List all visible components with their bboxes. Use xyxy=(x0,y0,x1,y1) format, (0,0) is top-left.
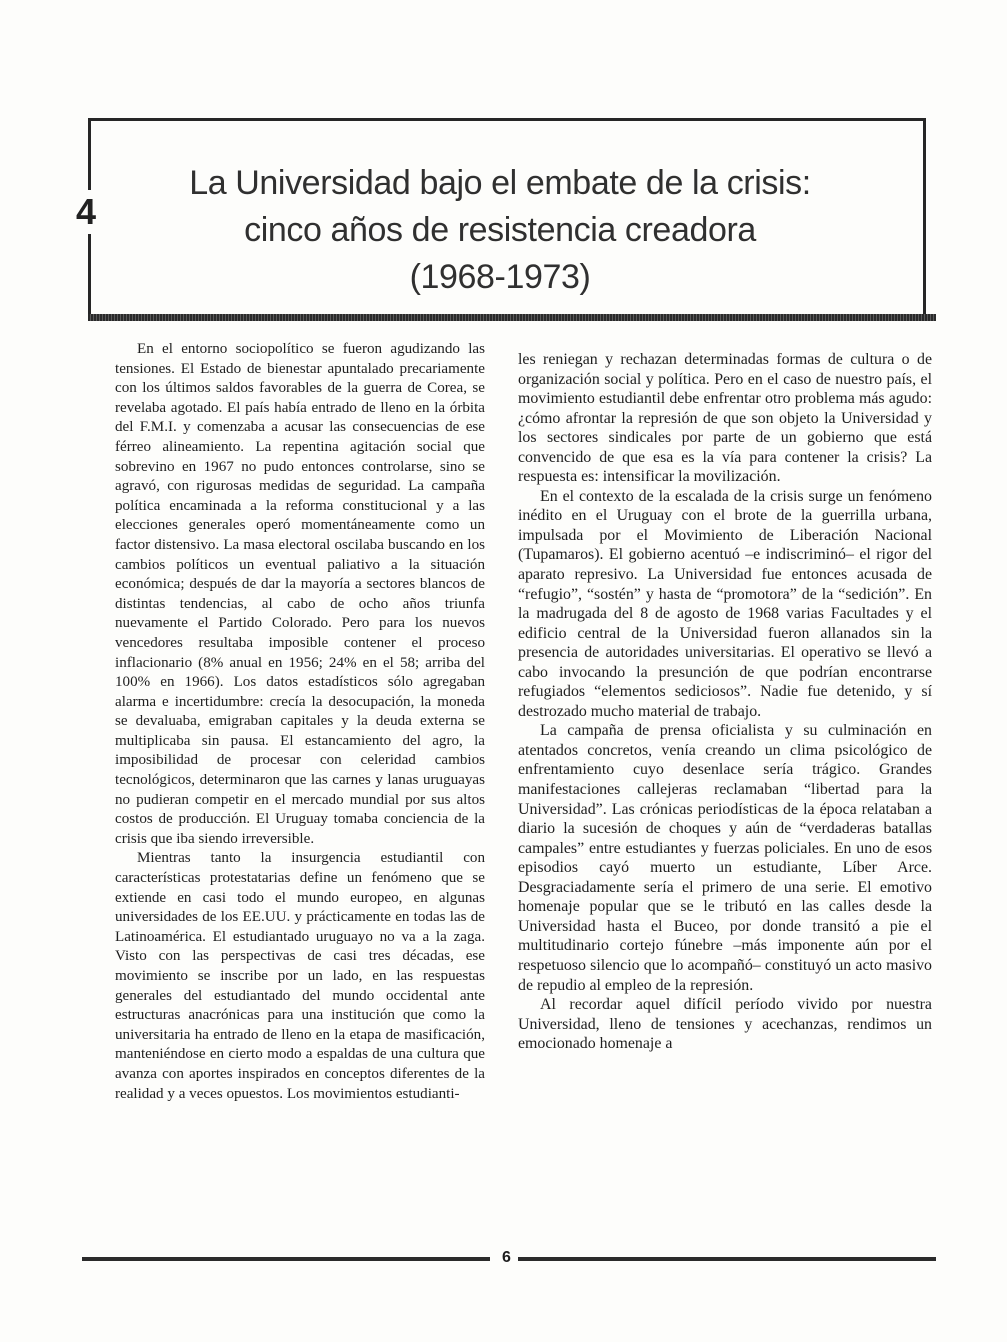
footer-rule-right xyxy=(518,1257,936,1261)
paragraph: les reniegan y rechazan determinadas formas de cultura o de organización social y política. Pero en el caso de nuestro país, el movimiento estudiantil debe enfrentar otro problema más agudo: ¿cómo afrontar la represión de que son objeto la Universidad y los sectores sindicales por parte de un gobierno que está convencido de que esa es la vía para contener la crisis? La respuesta es: intensificar la movilización. xyxy=(518,351,932,486)
chapter-title-line-3: (1968-1973) xyxy=(409,258,591,296)
paragraph: Al recordar aquel difícil período vivido por nuestra Universidad, lleno de tensiones y acechanzas, rendimos un emocionado homenaje a xyxy=(518,996,932,1053)
paragraph: Mientras tanto la insurgencia estudiantil con características protestatarias define un fenómeno que se extiende en casi todo el mundo europeo, en algunas universidades de los EE.UU. y prácticamente en todas las de Latinoamérica. El estudiantado uruguayo no va a la zaga. Visto con las perspectivas de casi tres décadas, ese movimiento se inscribe por un lado, en las respuestas generales del estudiantado del mundo occidental ante estructuras anacrónicas para una institución que como la universitaria ha entrado de lleno en la etapa de masificación, manteniéndose en cierto modo a espaldas de una cultura que avanza con aportes inspirados en conceptos diferentes de la realidad y a veces opuestos. Los movimientos estudianti- xyxy=(115,850,485,1102)
chapter-title-line-1: La Universidad bajo el embate de la crisis: xyxy=(189,164,811,202)
page-number: 6 xyxy=(499,1248,514,1268)
chapter-title-line-2: cinco años de resistencia creadora xyxy=(244,211,756,249)
chapter-number: 4 xyxy=(76,191,97,232)
paragraph: En el entorno sociopolítico se fueron agudizando las tensiones. El Estado de bienestar apuntalado precariamente con los últimos saldos favorables de la guerra de Corea, se revelaba agotado. El país había entrado de lleno en la órbita del F.M.I. y comenzaba a acusar las consecuencias de ese férreo alineamiento. La repentina agitación social que sobrevino en 1967 no pudo entonces controlarse, sino se agravó, con rigurosas medidas de seguridad. La campaña política encaminada a la reforma constitucional y a las elecciones generales operó momentáneamente como un factor distensivo. La masa electoral oscilaba buscando en los cambios políticos un eventual paliativo a la situación económica; después de dar la mayoría a sectores blancos de distintas tendencias, al cabo de ocho años triunfa nuevamente el Partido Colorado. Pero para los nuevos vencedores resultaba imposible contener el proceso inflacionario (8% anual en 1956; 24% en el 58; arriba del 100% en 1966). Los datos estadísticos sólo agregaban alarma e incertidumbre: crecía la desocupación, la moneda se devaluaba, emigraban capitales y la deuda externa se multiplicaba sin pausa. El estancamiento del agro, la imposibilidad de procesar con celeridad cambios tecnológicos, determinaron que las carnes y lanas uruguayas no pudieran competir en el mercado mundial por sus altos costos de producción. El Uruguay tomaba conciencia de la crisis que iba siendo irreversible. xyxy=(115,341,485,847)
paragraph: La campaña de prensa oficialista y su culminación en atentados concretos, venía creando un clima psicológico de enfrentamiento cuyo desenlace sería trágico. Grandes manifestaciones callejeras reclamaban “libertad para la Universidad”. Las crónicas periodísticas de la época relataban a diario la sucesión de choques y aún de “verdaderas batallas campales” entre estudiantes y fuerzas policiales. En uno de esos episodios cayó muerto un estudiante, Líber Arce. Desgraciadamente sería el primero de una serie. El emotivo homenaje popular que se le tributó en las calles desde la Universidad hasta el Buceo, por donde transitó a pie el multitudinario cortejo fúnebre –más imponente aún por el respetuoso silencio que lo acompañó– constituyó un acto masivo de repudio al empleo de la represión. xyxy=(518,722,932,994)
paragraph: En el contexto de la escalada de la crisis surge un fenómeno inédito en el Uruguay con el brote de la guerrilla urbana, impulsada por el Movimiento de Liberación Nacional (Tupamaros). El gobierno acentuó –e indiscriminó– el rigor del aparato represivo. La Universidad fue entonces acusada de “refugio”, “sostén” y hasta de “promotora” de la “sedición”. En la madrugada del 8 de agosto de 1968 varias Facultades y el edificio central de la Universidad fueron allanados sin la presencia de autoridades universitarias. El operativo se llevó a cabo invocando la presunción de que podrían encontrarse refugiados “elementos sediciosos”. Nadie fue detenido, y sí destrozado mucho material de trabajo. xyxy=(518,487,932,720)
chapter-title xyxy=(150,160,850,301)
footer-rule-left xyxy=(82,1257,490,1261)
left-column xyxy=(115,340,485,1104)
header-bottom-rule xyxy=(88,314,936,321)
right-column xyxy=(518,350,932,1054)
